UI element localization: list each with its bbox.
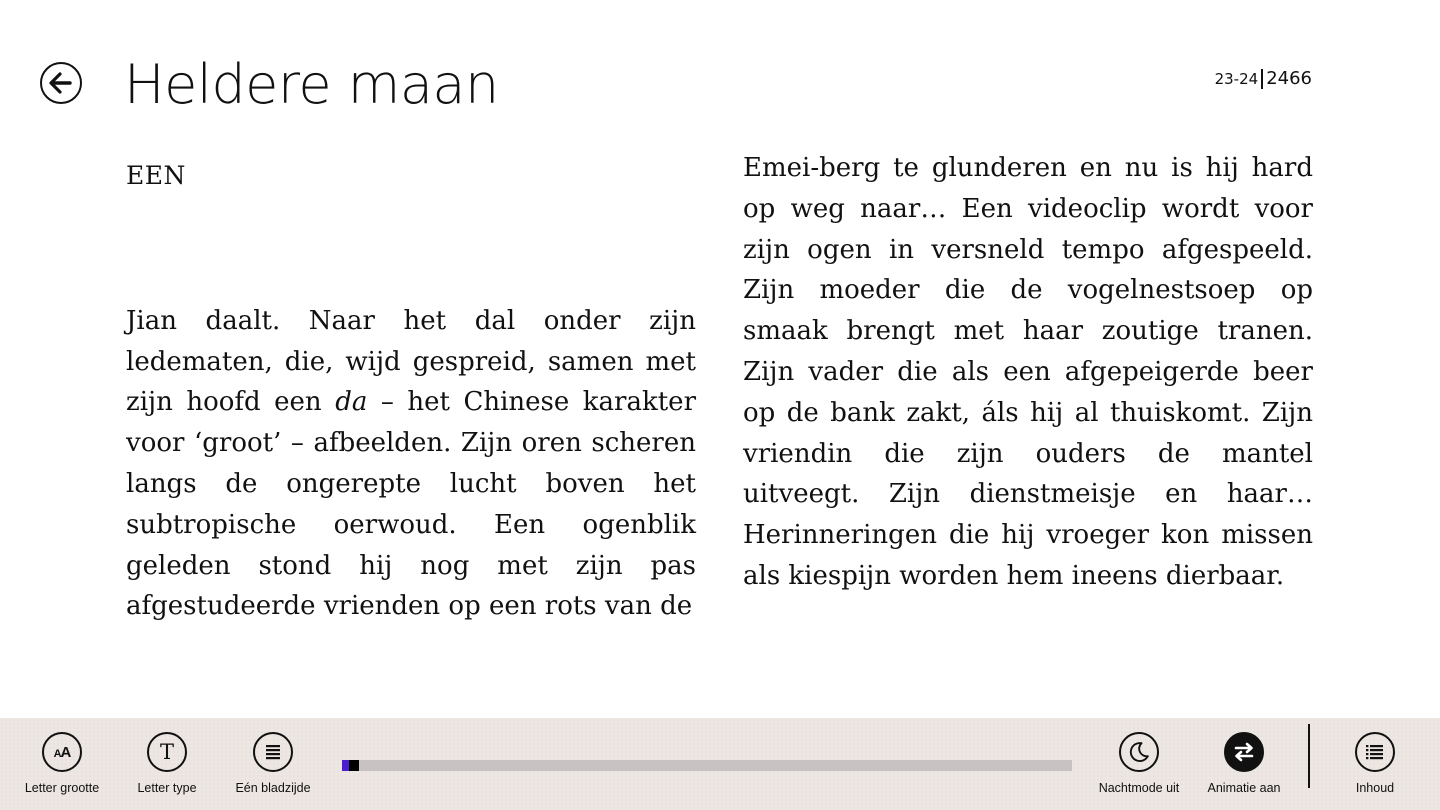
font-type-label: Letter type [137,781,197,795]
page-separator [1261,69,1263,89]
left-text-part-2: – het Chinese karakter voor ‘groot’ – afbeelden. Zijn oren scheren langs de ongerepte lucht boven het subtropische oerwoud. Een ogenblik geleden stond hij nog met zijn pas afgestudeerde vrienden op een rots van de [126,387,696,622]
font-type-button[interactable] [112,732,222,795]
font-size-icon [42,732,82,772]
font-size-glyph-large: A [60,743,71,761]
font-type-glyph: T [159,739,174,764]
reading-progress-bar[interactable] [342,760,1072,771]
night-mode-button[interactable] [1084,732,1194,795]
left-text-part-1: Jian daalt. Naar het dal onder zijn ledematen, die, wijd gespreid, samen met zijn hoofd een [126,305,696,418]
swap-arrows-icon [1232,741,1256,763]
back-arrow-icon [49,72,73,94]
single-page-icon [264,744,282,760]
right-page-column [743,148,1313,597]
page-range: 23-24 [1214,69,1259,88]
list-icon [1365,744,1385,760]
progress-thumb[interactable] [349,760,359,771]
font-size-label: Letter grootte [24,781,100,795]
progress-fill [342,760,349,771]
font-size-button[interactable] [7,732,117,795]
right-page-paragraph: Emei-berg te glunderen en nu is hij hard op weg naar… Een videoclip wordt voor zijn ogen in versneld tempo afgespeeld. Zijn moeder die de vogelnestsoep op smaak brengt met haar zoutige tranen. Zijn vader die als een afgepeigerde beer op de bank zakt, áls hij al thuiskomt. Zijn vriendin die zijn ouders de mantel uitveegt. Zijn dienstmeisje en haar… Herinneringen die hij vroeger kon missen als kiespijn worden hem ineens dierbaar. [743,153,1313,591]
page-indicator [1215,68,1312,89]
font-type-icon [147,732,187,772]
left-text-italic: da [335,387,368,418]
single-page-label: Eén bladzijde [235,781,311,795]
left-page-column [126,150,696,627]
moon-icon [1127,740,1151,764]
total-pages: 2466 [1266,68,1312,89]
app-bar-divider [1308,724,1310,788]
left-page-paragraph [126,301,696,627]
back-button[interactable] [40,62,82,104]
book-title: Heldere maan [124,53,499,116]
contents-button[interactable] [1320,732,1430,795]
animation-button[interactable] [1189,732,1299,795]
single-page-button[interactable] [218,732,328,795]
app-bar [0,718,1440,810]
contents-label: Inhoud [1355,781,1395,795]
font-size-glyph-small: A [53,747,61,760]
chapter-heading: EEN [126,161,186,190]
animation-label: Animatie aan [1207,781,1281,795]
night-mode-label: Nachtmode uit [1098,781,1180,795]
